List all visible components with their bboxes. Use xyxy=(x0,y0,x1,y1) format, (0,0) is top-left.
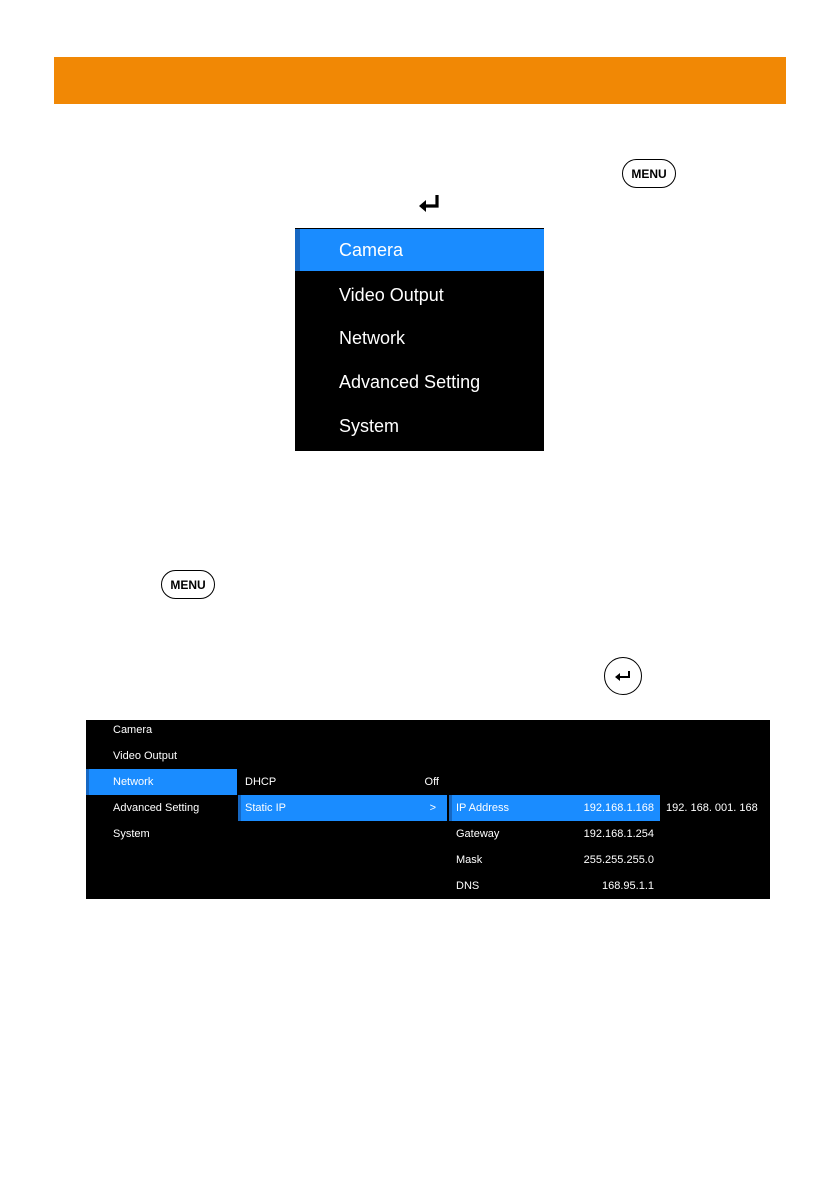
static-ip-row[interactable] xyxy=(238,795,447,821)
dns-row[interactable] xyxy=(449,873,660,899)
mask-row[interactable] xyxy=(449,847,660,873)
net-menu-item-advanced-setting[interactable] xyxy=(86,795,237,821)
menu-key-icon xyxy=(161,570,215,599)
ip-address-row[interactable] xyxy=(449,795,660,821)
static-ip-label: Static IP xyxy=(245,802,286,814)
ip-address-value: 192.168.1.168 xyxy=(583,802,654,814)
main-menu-item-system[interactable] xyxy=(295,405,544,447)
dhcp-value: Off xyxy=(424,776,439,788)
main-menu-item-camera[interactable] xyxy=(295,229,544,271)
ip-address-edit-field[interactable] xyxy=(666,795,770,821)
gateway-row[interactable] xyxy=(449,821,660,847)
gateway-value: 192.168.1.254 xyxy=(583,828,654,840)
ip-address-label: IP Address xyxy=(456,802,509,814)
chevron-right-icon: > xyxy=(429,802,436,814)
main-menu-item-video-output[interactable] xyxy=(295,274,544,316)
osd-main-menu xyxy=(295,228,544,451)
enter-arrow-icon xyxy=(416,193,442,217)
dns-label: DNS xyxy=(456,880,480,892)
menu-key-label: MENU xyxy=(170,577,206,592)
main-menu-item-label: System xyxy=(339,416,400,436)
main-menu-item-label: Camera xyxy=(339,240,404,260)
enter-arrow-icon xyxy=(614,670,632,682)
main-menu-item-advanced-setting[interactable] xyxy=(295,361,544,403)
main-menu-item-network[interactable] xyxy=(295,317,544,359)
menu-key-label: MENU xyxy=(631,166,667,181)
gateway-label: Gateway xyxy=(456,828,500,840)
net-menu-item-label: Network xyxy=(113,776,154,788)
net-menu-item-system[interactable] xyxy=(86,821,237,847)
ip-address-edit-value: 192. 168. 001. 168 xyxy=(666,802,758,814)
enter-key-icon xyxy=(604,657,642,695)
net-menu-item-label: Advanced Setting xyxy=(113,802,200,814)
net-menu-item-label: Camera xyxy=(113,724,153,736)
mask-value: 255.255.255.0 xyxy=(583,854,654,866)
net-menu-item-network[interactable] xyxy=(86,769,237,795)
menu-key-icon xyxy=(622,159,676,188)
net-menu-item-camera[interactable] xyxy=(86,717,237,743)
main-menu-item-label: Video Output xyxy=(339,285,444,305)
main-menu-item-label: Network xyxy=(339,328,406,348)
osd-network-menu xyxy=(86,720,770,899)
dns-value: 168.95.1.1 xyxy=(602,880,654,892)
mask-label: Mask xyxy=(456,854,483,866)
section-header-band xyxy=(54,57,786,104)
net-menu-item-video-output[interactable] xyxy=(86,743,237,769)
net-menu-item-label: Video Output xyxy=(113,750,178,762)
dhcp-row[interactable] xyxy=(238,769,442,795)
dhcp-label: DHCP xyxy=(245,776,277,788)
main-menu-item-label: Advanced Setting xyxy=(339,372,481,392)
net-menu-item-label: System xyxy=(113,828,150,840)
